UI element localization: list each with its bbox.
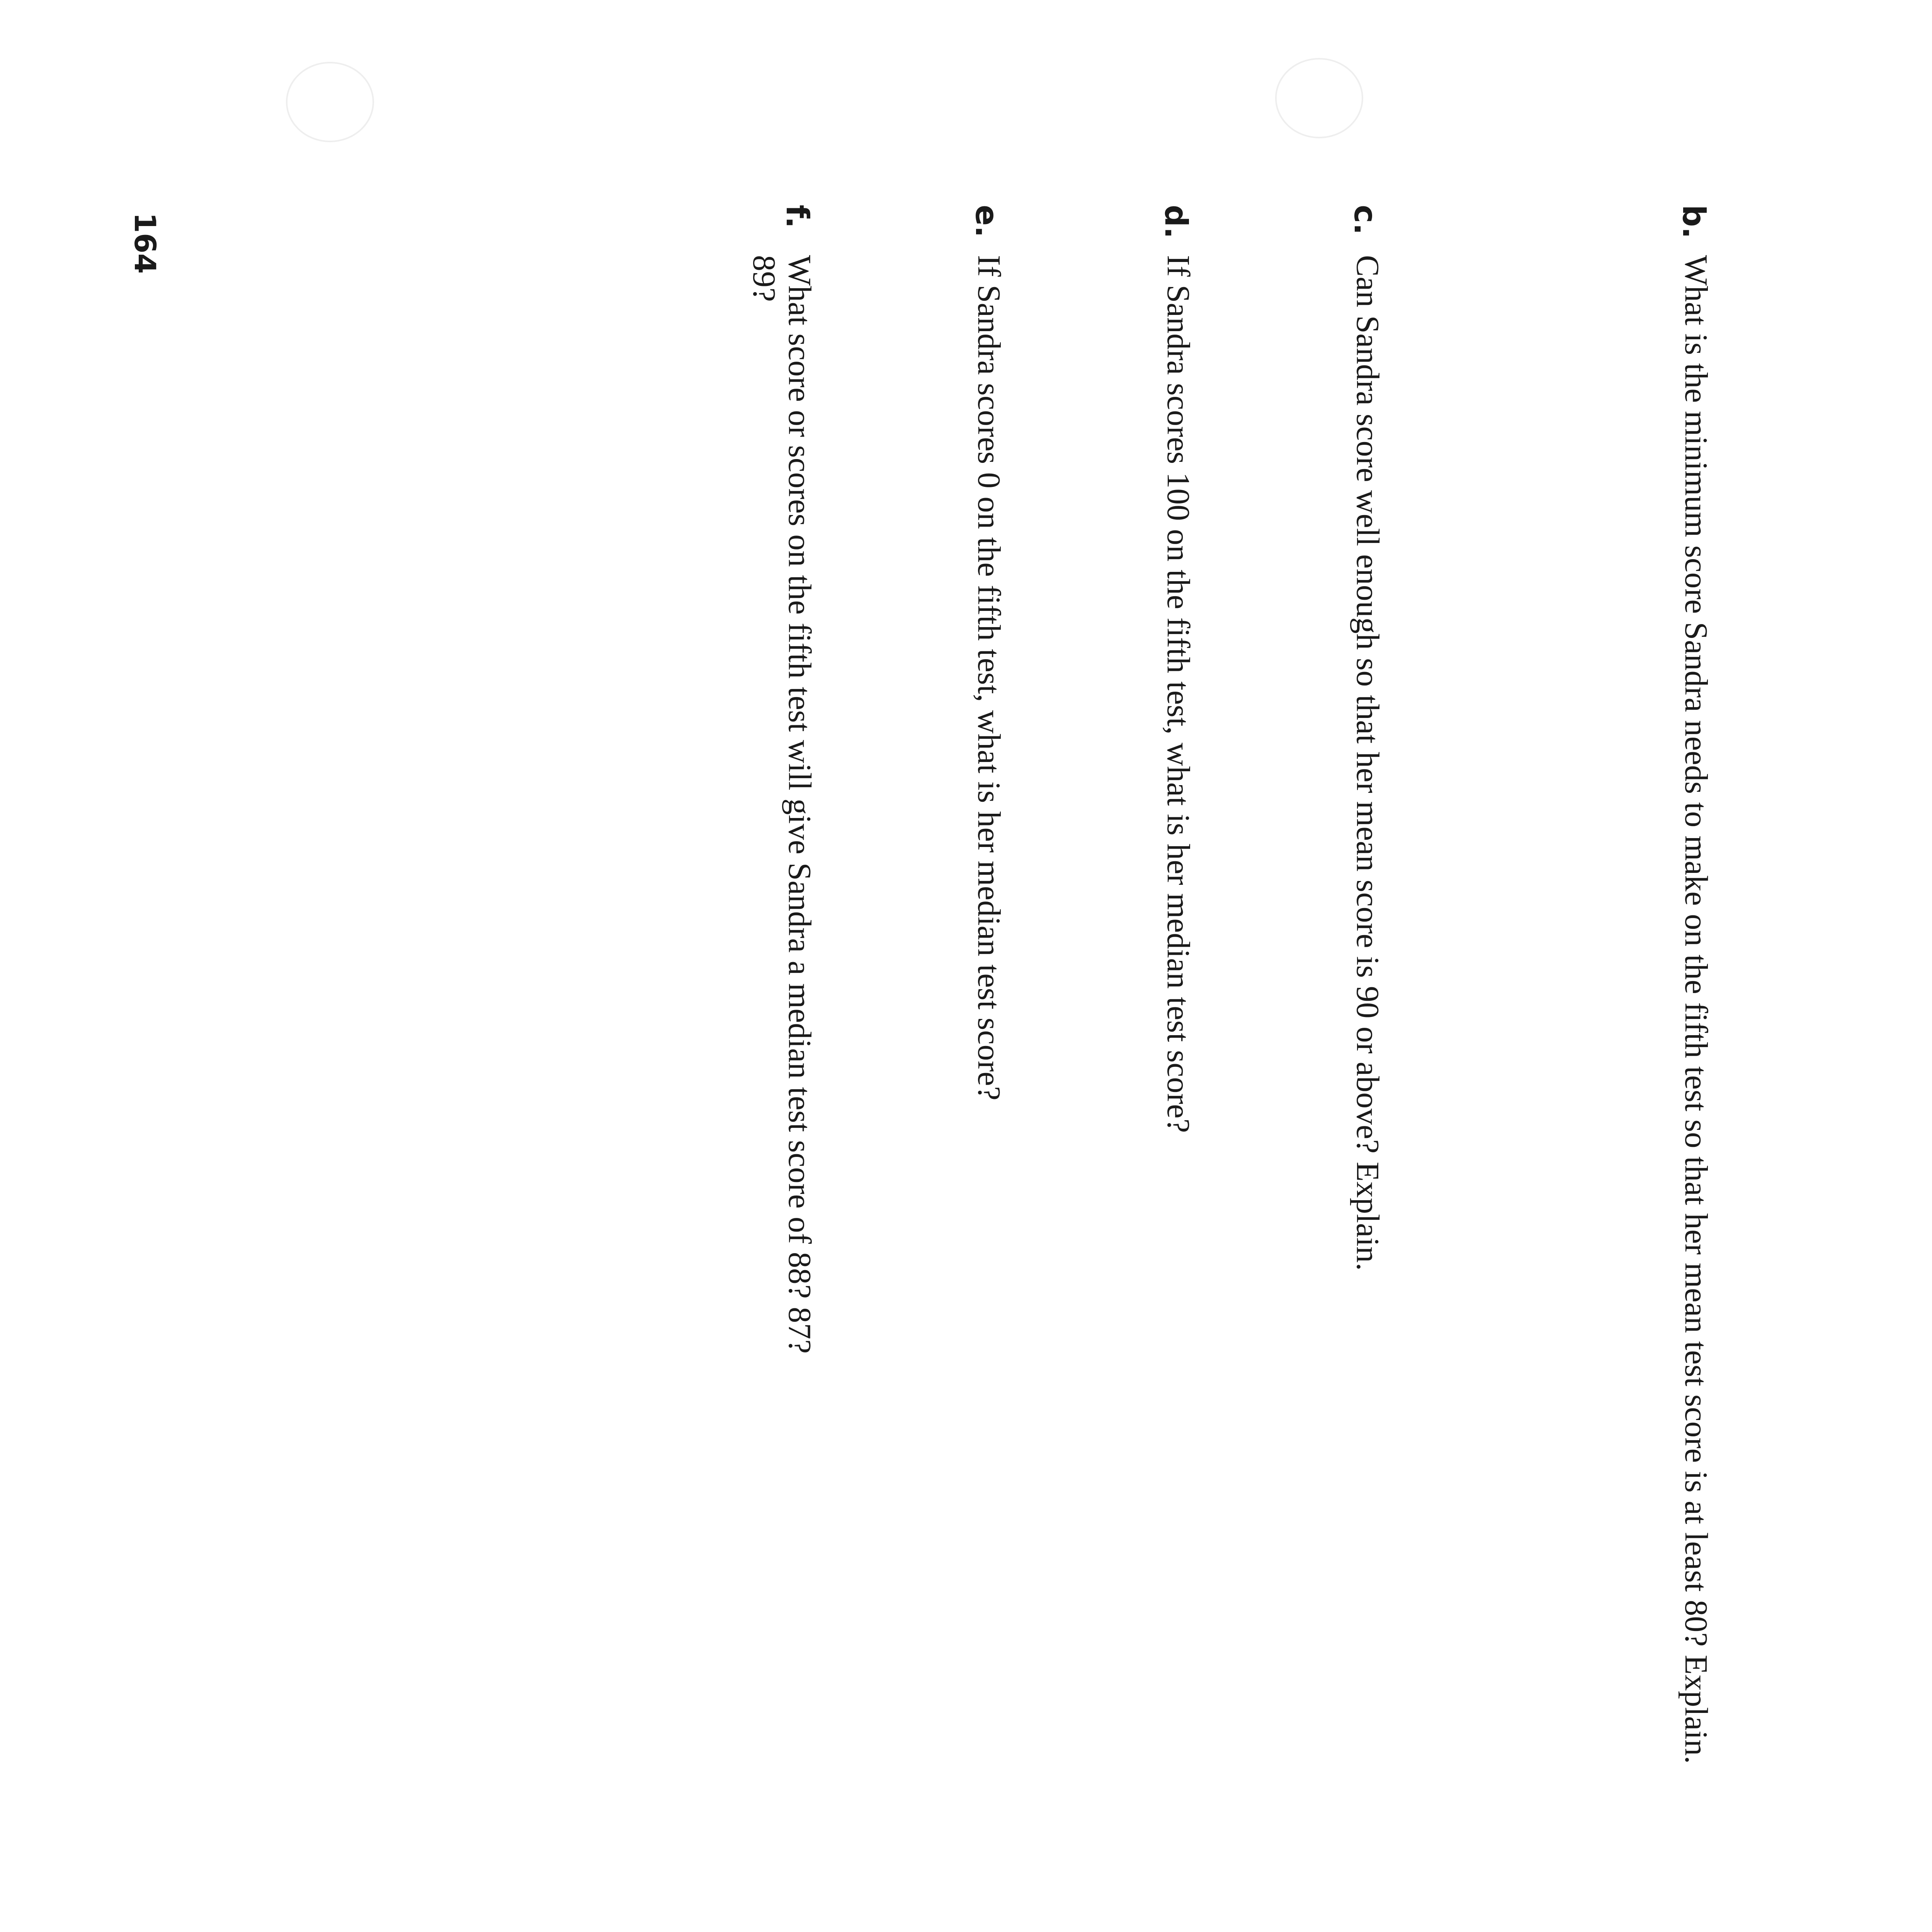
part-b-text: What is the minimum score Sandra needs to make on the fifth test so that her mean test score is at least 80? Explain.	[1678, 255, 1714, 1764]
part-e-label: e.	[969, 205, 1005, 238]
part-e-text: If Sandra scores 0 on the fifth test, what is her median test score?	[971, 255, 1007, 1100]
part-f-label: f.	[779, 205, 815, 228]
part-d-text: If Sandra scores 100 on the fifth test, what is her median test score?	[1160, 255, 1196, 1133]
worksheet	[39, 116, 1932, 1932]
part-c-text: Can Sandra score well enough so that her mean score is 90 or above? Explain.	[1350, 255, 1386, 1271]
part-d-label: d.	[1158, 205, 1194, 239]
part-b-label: b.	[1676, 205, 1712, 239]
part-c-label: c.	[1347, 205, 1383, 235]
page-number: 164	[128, 213, 162, 274]
part-f-text: What score or scores on the fifth test will give Sandra a median test score of 88? 87? 89?	[746, 255, 818, 1354]
